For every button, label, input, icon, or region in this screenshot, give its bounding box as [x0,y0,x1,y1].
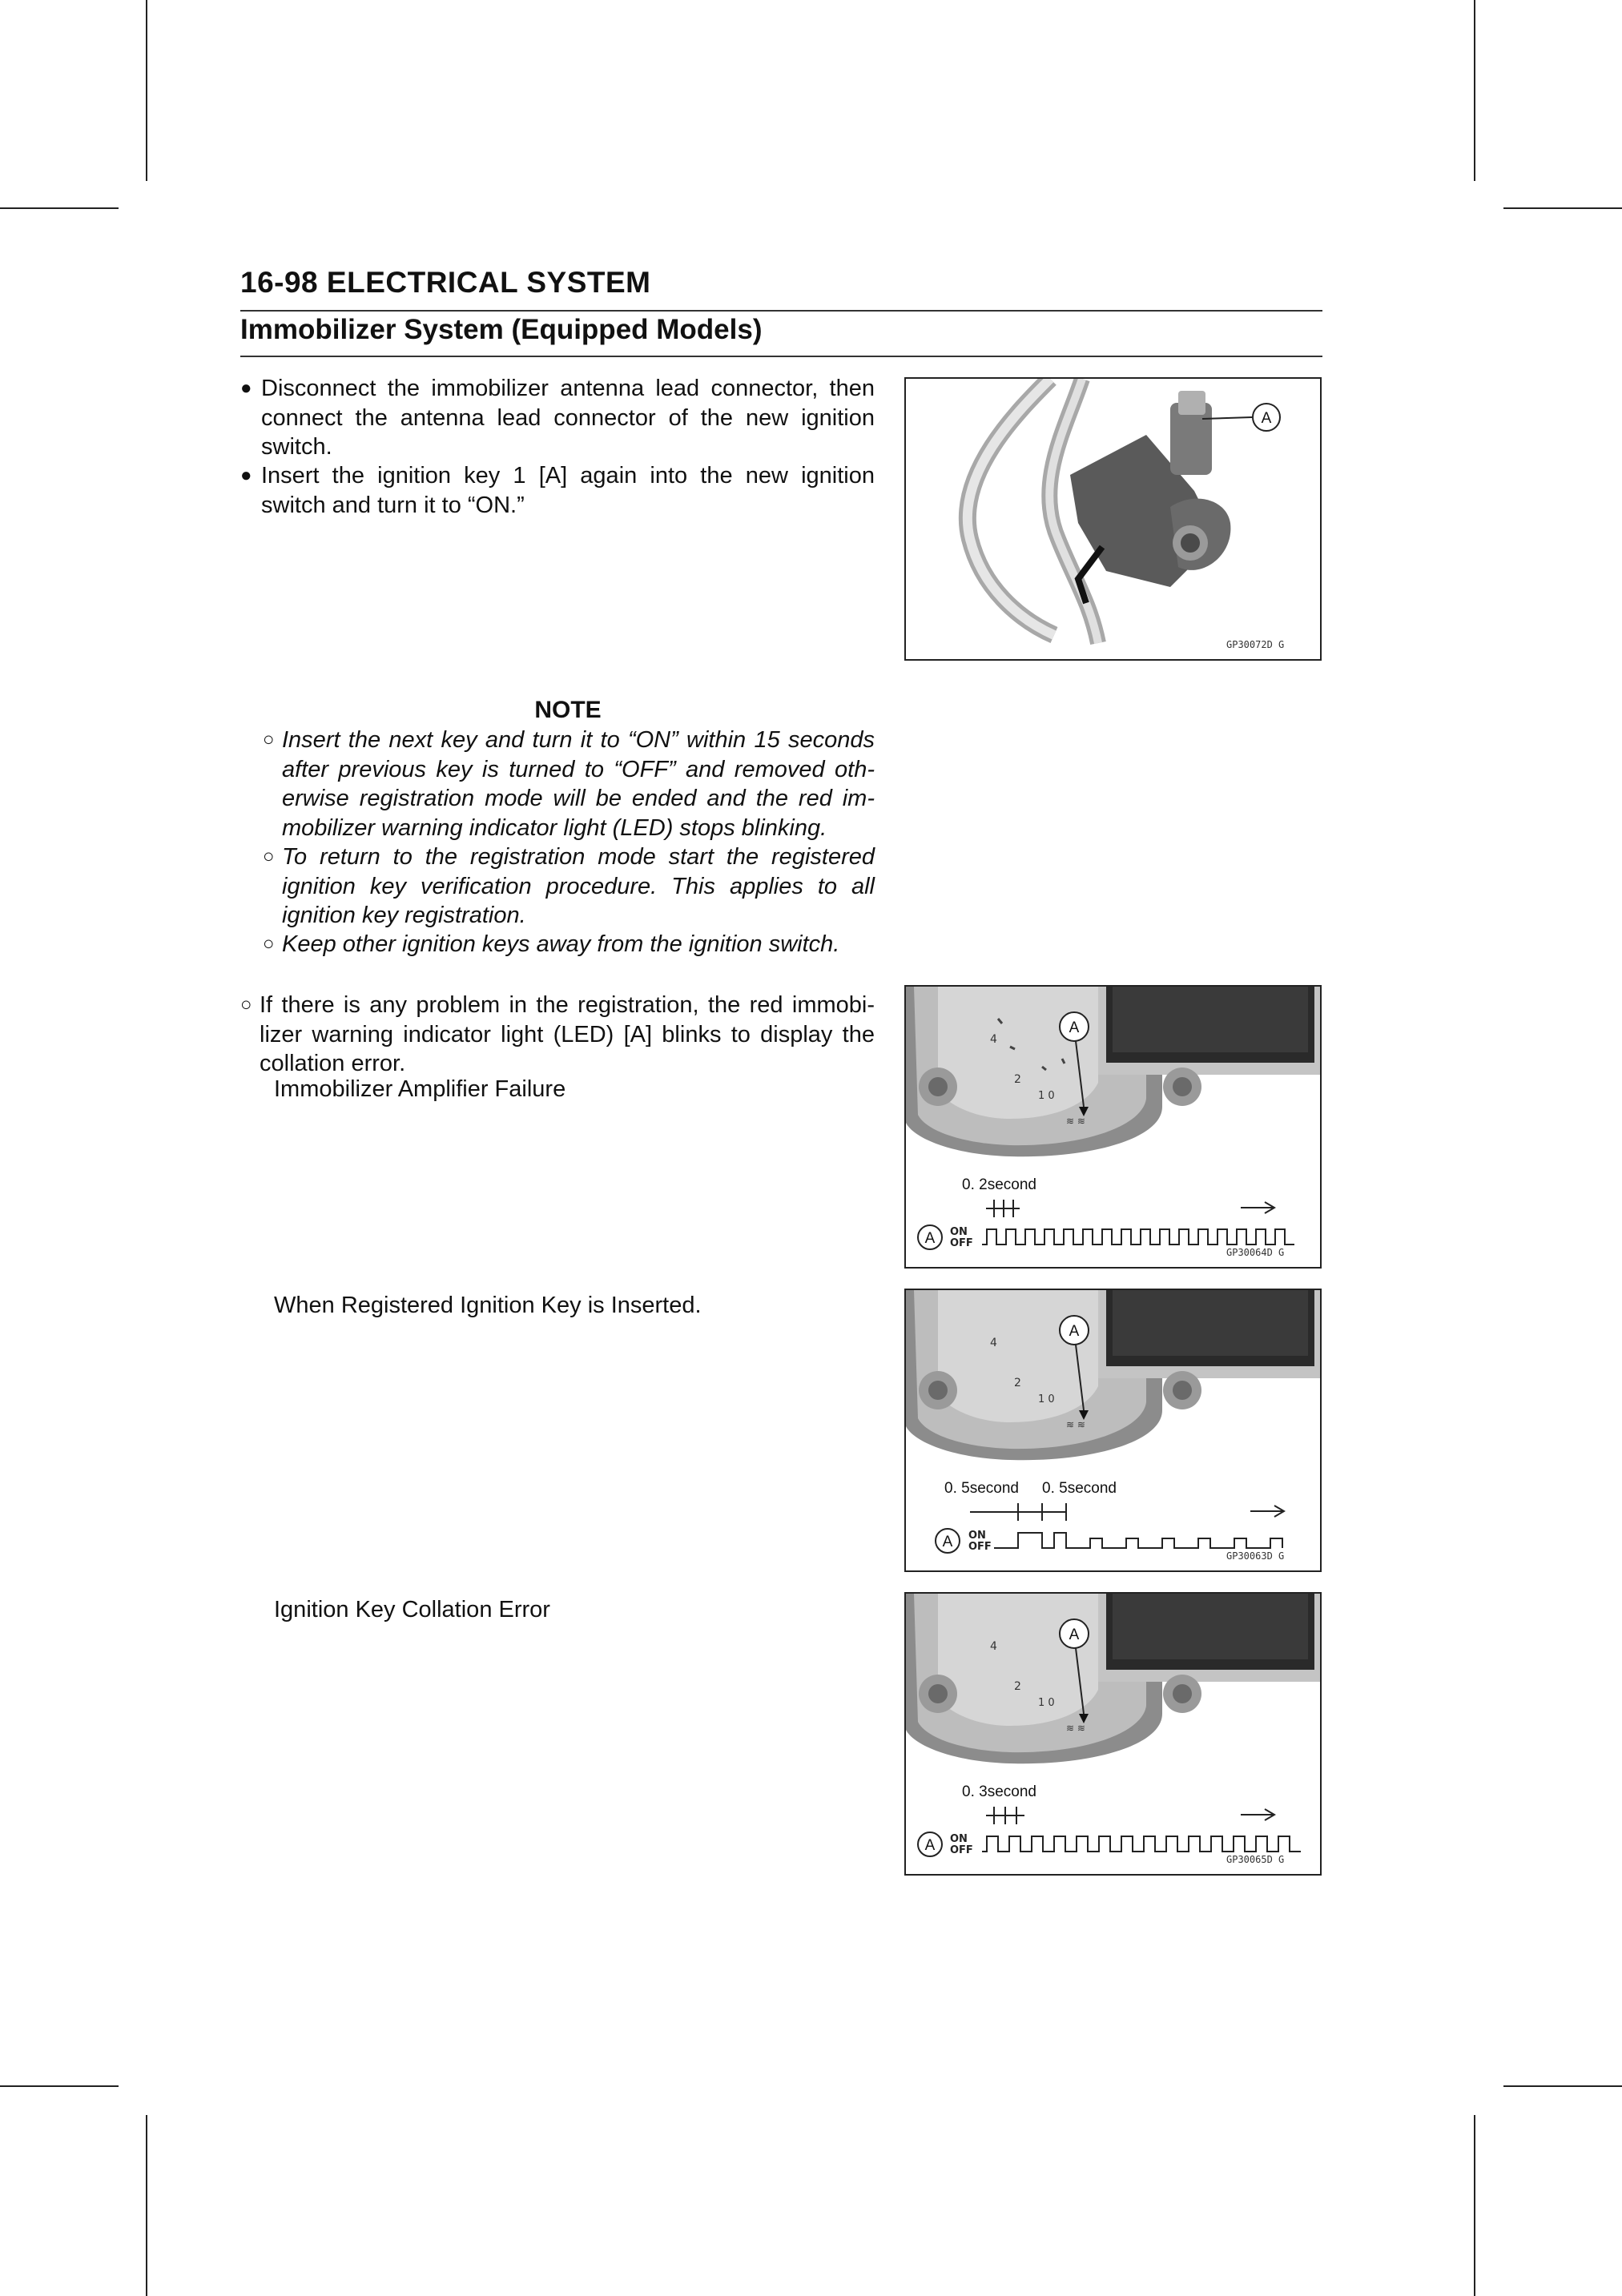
note-item [263,842,875,931]
step-item [240,374,875,462]
crop-mark [1503,2085,1622,2087]
section-rule [240,356,1322,357]
note-item [263,930,875,959]
error-intro-text: If there is any problem in the registration, the red immobi-lizer warning indicator light (LED) [A] blinks to display the collation error. [260,992,875,1076]
bullet-icon: ● [240,377,252,399]
crop-mark [1474,0,1475,181]
figure-code: GP30065D G [1226,1854,1285,1865]
step-text: Insert the ignition key 1 [A] again into the new ignition switch and turn it to “ON.” [261,463,875,518]
header-rule [240,310,1322,312]
off-label: OFF [950,1237,973,1249]
crop-mark [1503,207,1622,209]
note-text: Keep other ignition keys away from the ignition switch. [282,931,840,957]
crop-mark [1474,2115,1475,2296]
svg-text:4: 4 [990,1337,997,1349]
error-intro-item [240,991,875,1079]
circle-bullet-icon: ○ [263,729,275,750]
svg-text:4: 4 [990,1640,997,1653]
blink-timing-chart [936,1480,1284,1553]
on-label: ON [968,1530,986,1542]
blink-waveform [982,1836,1301,1852]
meter-cluster-illustration [906,1290,1320,1466]
svg-text:2: 2 [1014,1073,1021,1086]
svg-text:≋ ≋: ≋ ≋ [1066,1116,1085,1127]
timing-label-1: 0. 5second [944,1480,1019,1497]
meter-blink-diagram [906,1594,1320,1874]
svg-text:≋ ≋: ≋ ≋ [1066,1419,1085,1430]
off-label: OFF [950,1844,973,1856]
svg-text:2: 2 [1014,1377,1021,1389]
timing-label-2: 0. 5second [1042,1480,1117,1497]
bullet-icon: ● [240,464,252,486]
collation-error-figure [904,1592,1322,1876]
step-item [240,461,875,520]
crop-mark [0,207,119,209]
circle-bullet-icon: ○ [263,846,275,867]
svg-text:2: 2 [1014,1680,1021,1693]
off-label: OFF [968,1541,992,1553]
figure-code: GP30072D G [1226,639,1285,650]
meter-blink-diagram [906,987,1320,1267]
case-label: When Registered Ignition Key is Inserted. [274,1293,702,1318]
svg-text:1 0: 1 0 [1038,1697,1055,1709]
crop-mark [146,2115,147,2296]
timing-label: 0. 3second [962,1783,1036,1800]
crop-mark [146,0,147,181]
note-text: Insert the next key and turn it to “ON” within 15 seconds after previous key is turned to “OFF” and removed oth-erwise registration mode will be ended and the red im-mobilizer warning indicator light (LED) stops blinking. [282,727,875,841]
ignition-switch-figure [904,377,1322,661]
crop-mark [0,2085,119,2087]
blink-waveform [982,1229,1294,1245]
circle-bullet-icon: ○ [240,994,252,1015]
figure-code: GP30064D G [1226,1247,1285,1258]
on-label: ON [950,1833,968,1845]
callout-a-label: A [1069,1627,1080,1643]
note-text: To return to the registration mode start the registered ignition key verification procedure. This applies to all ignition key registration. [282,844,875,928]
blink-timing-chart [918,1176,1294,1249]
page-header: 16-98 ELECTRICAL SYSTEM [240,266,651,299]
meter-cluster-illustration [906,1594,1320,1770]
svg-text:1 0: 1 0 [1038,1090,1055,1102]
step-text: Disconnect the immobilizer antenna lead connector, then connect the antenna lead connector of the new ignition switch. [261,376,875,460]
timing-label: 0. 2second [962,1176,1036,1193]
svg-text:4: 4 [990,1033,997,1046]
blink-waveform [994,1533,1282,1548]
case-label: Ignition Key Collation Error [274,1597,550,1622]
svg-text:1 0: 1 0 [1038,1393,1055,1405]
svg-text:≋ ≋: ≋ ≋ [1066,1723,1085,1734]
meter-blink-diagram [906,1290,1320,1570]
meter-cluster-illustration [906,987,1320,1163]
section-title: Immobilizer System (Equipped Models) [240,314,763,345]
on-label: ON [950,1226,968,1238]
case-label: Immobilizer Amplifier Failure [274,1076,566,1102]
callout-a-label: A [1069,1323,1080,1340]
note-item [263,726,875,842]
registered-key-figure [904,1289,1322,1572]
ignition-switch-photo [906,379,1320,659]
amp-failure-figure [904,985,1322,1269]
callout-a-label: A [924,1837,936,1854]
figure-code: GP30063D G [1226,1550,1285,1562]
callout-a-label: A [942,1534,953,1550]
callout-a-label: A [1069,1019,1080,1036]
circle-bullet-icon: ○ [263,933,275,955]
callout-a-label: A [924,1230,936,1247]
callout-a-label: A [1261,410,1272,427]
note-title: NOTE [534,697,602,723]
blink-timing-chart [918,1783,1301,1856]
